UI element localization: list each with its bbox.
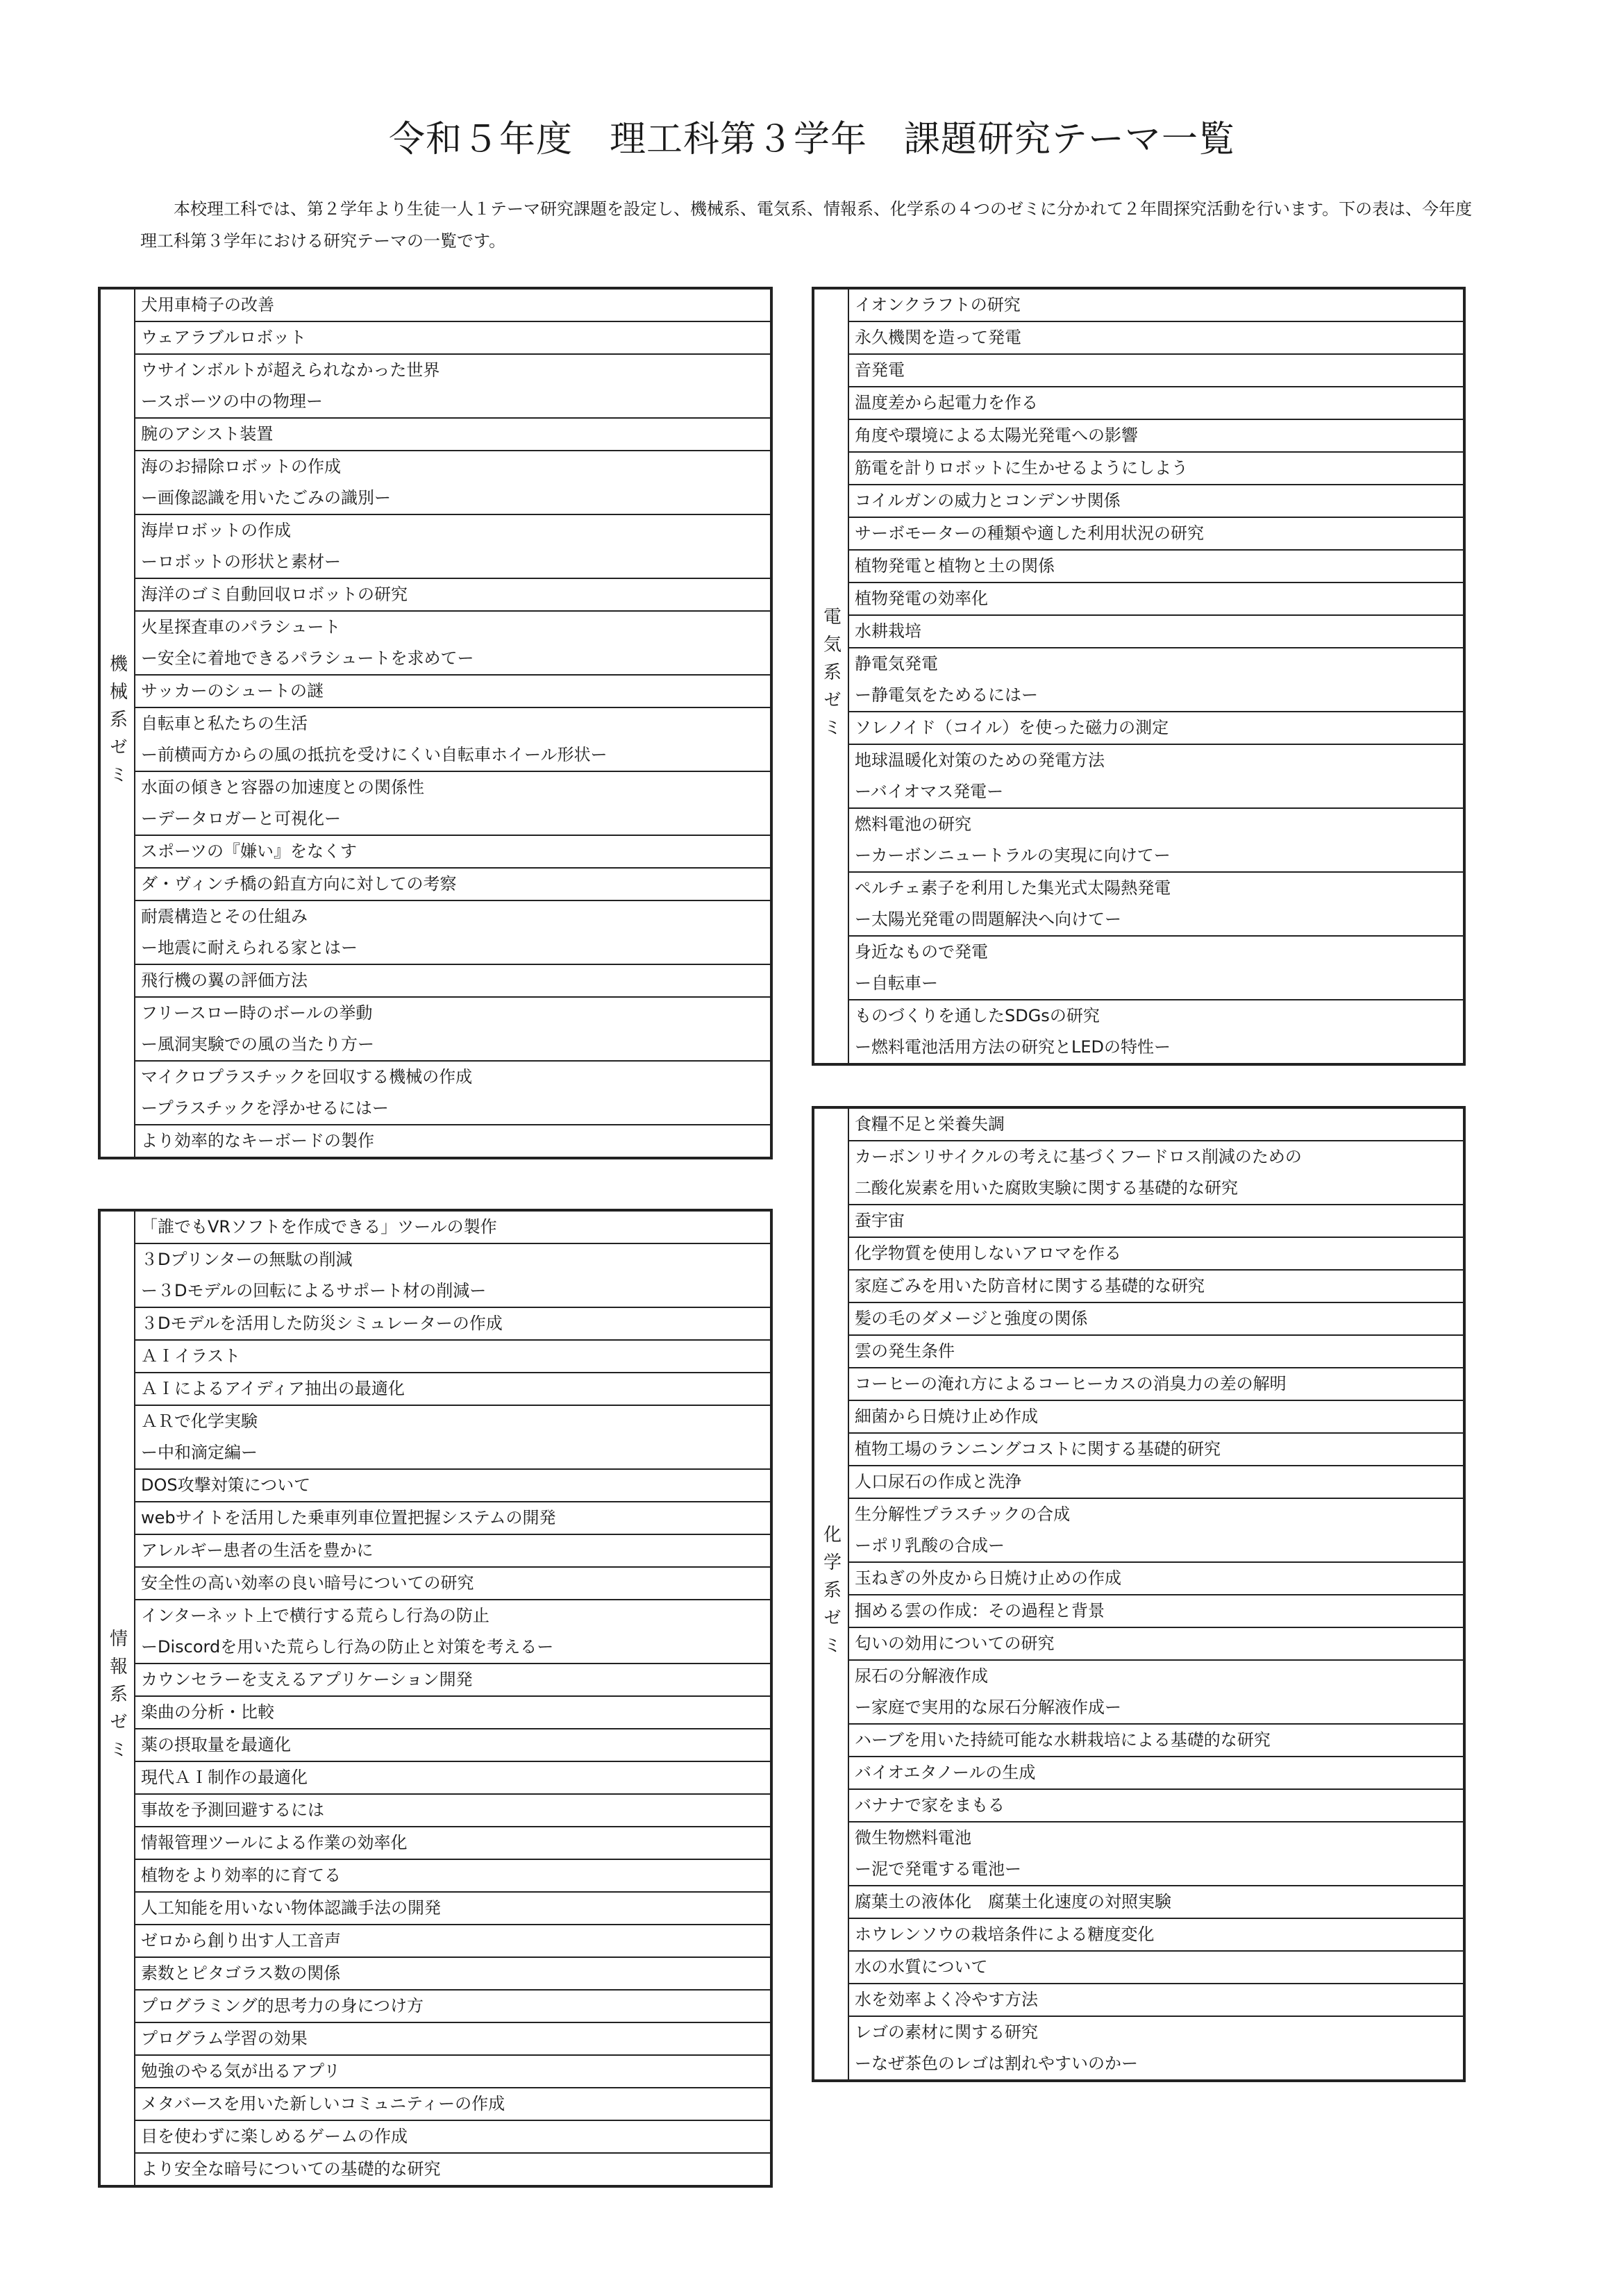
topic-row [849, 1434, 1463, 1466]
seminar-label [101, 290, 135, 1157]
topic-row [849, 518, 1463, 551]
topic-title: ＡＩイラスト [141, 1346, 241, 1366]
topic-row [849, 290, 1463, 322]
topic-row [849, 1466, 1463, 1499]
mechanical-seminar-table [98, 287, 773, 1159]
topic-row [135, 1893, 770, 1925]
topic-row [849, 1141, 1463, 1205]
seminar-label [814, 1109, 849, 2079]
topic-list [849, 290, 1463, 1063]
topic-row [849, 873, 1463, 937]
topic-row [849, 1822, 1463, 1886]
topic-title: コーヒーの淹れ方によるコーヒーカスの消臭力の差の解明 [855, 1374, 1287, 1393]
topic-title: 化学物質を使用しないアロマを作る [855, 1243, 1121, 1263]
topic-subtitle: ー中和滴定編ー [141, 1443, 258, 1462]
topic-row [135, 772, 770, 836]
topic-title: ハーブを用いた持続可能な水耕栽培による基礎的な研究 [855, 1730, 1271, 1750]
topic-row [849, 1271, 1463, 1303]
topic-title: 素数とピタゴラス数の関係 [141, 1963, 341, 1983]
topic-subtitle: ー安全に着地できるパラシュートを求めてー [141, 648, 474, 668]
topic-title: 蚕宇宙 [855, 1211, 905, 1230]
topic-row [135, 1470, 770, 1502]
topic-row [849, 1563, 1463, 1595]
topic-title: 身近なもので発電 [855, 942, 988, 962]
topic-row [135, 1827, 770, 1860]
topic-row [135, 1697, 770, 1729]
topic-title: カウンセラーを支えるアプリケーション開発 [141, 1670, 473, 1689]
topic-title: 燃料電池の研究 [855, 814, 971, 834]
topic-title: インターネット上で横行する荒らし行為の防止 [141, 1606, 489, 1625]
topic-row [135, 2023, 770, 2056]
topic-subtitle: ーバイオマス発電ー [855, 782, 1004, 801]
topic-title: ウサインボルトが超えられなかった世界 [141, 360, 440, 380]
topic-subtitle: ー３Dモデルの回転によるサポート材の削減ー [141, 1281, 487, 1300]
topic-row [135, 965, 770, 998]
topic-row [135, 869, 770, 901]
topic-title: 情報管理ツールによる作業の効率化 [141, 1833, 408, 1852]
topic-title: マイクロプラスチックを回収する機械の作成 [141, 1067, 473, 1087]
topic-row [135, 1729, 770, 1762]
topic-title: 火星探査車のパラシュート [141, 617, 341, 637]
topic-title: 永久機関を造って発電 [855, 328, 1021, 347]
topic-subtitle: ー風洞実験での風の当たり方ー [141, 1034, 374, 1054]
topic-title: 自転車と私たちの生活 [141, 714, 308, 733]
topic-subtitle: ー画像認識を用いたごみの識別ー [141, 488, 391, 508]
topic-title: 玉ねぎの外皮から日焼け止めの作成 [855, 1568, 1121, 1588]
topic-subtitle: ーカーボンニュートラルの実現に向けてー [855, 846, 1171, 865]
topic-title: 水の水質について [855, 1957, 988, 1977]
topic-subtitle: ーデータロガーと可視化ー [141, 809, 341, 828]
topic-subtitle: ー家庭で実用的な尿石分解液作成ー [855, 1698, 1121, 1717]
topic-title: 水耕栽培 [855, 621, 921, 641]
topic-title: 雲の発生条件 [855, 1341, 955, 1361]
topic-row [849, 1303, 1463, 1336]
topic-row [135, 1212, 770, 1244]
topic-row [135, 2088, 770, 2121]
topic-row [849, 420, 1463, 453]
topic-row [135, 1341, 770, 1373]
electrical-seminar-table [812, 287, 1466, 1066]
topic-title: プログラム学習の効果 [141, 2029, 308, 2048]
topic-title: 耐震構造とその仕組み [141, 907, 308, 926]
topic-subtitle: ー燃料電池活用方法の研究とLEDの特性ー [855, 1037, 1171, 1057]
topic-row [849, 1238, 1463, 1271]
topic-subtitle: ーなぜ茶色のレゴは割れやすいのかー [855, 2054, 1138, 2073]
topic-title: ものづくりを通したSDGsの研究 [855, 1006, 1100, 1025]
topic-row [135, 579, 770, 612]
topic-title: ダ・ヴィンチ橋の鉛直方向に対しての考察 [141, 874, 457, 894]
topic-subtitle: ー地震に耐えられる家とはー [141, 938, 358, 957]
topic-title: 飛行機の翼の評価方法 [141, 971, 308, 990]
topic-title: イオンクラフトの研究 [855, 295, 1021, 315]
topic-row [849, 1109, 1463, 1141]
seminar-label-text: 電気系ゼミ [820, 607, 842, 746]
topic-row [849, 453, 1463, 485]
topic-title: サッカーのシュートの謎 [141, 681, 324, 701]
topic-title: サーボモーターの種類や適した利用状況の研究 [855, 523, 1205, 543]
seminar-label-text: 化学系ゼミ [820, 1525, 842, 1664]
topic-row [135, 419, 770, 451]
topic-title: メタバースを用いた新しいコミュニティーの作成 [141, 2094, 505, 2113]
topic-row [849, 1919, 1463, 1952]
topic-title: カーボンリサイクルの考えに基づくフードロス削減のための [855, 1147, 1302, 1166]
topic-title: ソレノイド（コイル）を使った磁力の測定 [855, 718, 1169, 737]
topic-row [849, 551, 1463, 583]
topic-title: ＡＲで化学実験 [141, 1411, 258, 1431]
topic-title: 事故を予測回避するには [141, 1800, 324, 1820]
topic-title: 温度差から起電力を作る [855, 393, 1038, 412]
topic-title: 植物発電の効率化 [855, 589, 988, 608]
topic-subtitle: ーDiscordを用いた荒らし行為の防止と対策を考えるー [141, 1637, 554, 1657]
topic-title: 水面の傾きと容器の加速度との関係性 [141, 778, 424, 797]
topic-title: ３Dプリンターの無駄の削減 [141, 1250, 353, 1269]
topic-subtitle: ーポリ乳酸の合成ー [855, 1536, 1005, 1555]
topic-row [135, 1958, 770, 1991]
topic-row [135, 2056, 770, 2088]
topic-title: 筋電を計りロボットに生かせるようにしよう [855, 458, 1188, 478]
topic-subtitle: ー太陽光発電の問題解決へ向けてー [855, 910, 1121, 929]
topic-title: 尿石の分解液作成 [855, 1666, 988, 1686]
topic-row [135, 901, 770, 965]
topic-row [135, 1062, 770, 1125]
topic-row [849, 809, 1463, 873]
topic-row [849, 1886, 1463, 1919]
topic-title: webサイトを活用した乗車列車位置把握システムの開発 [141, 1508, 556, 1527]
topic-title: ゼロから創り出す人工音声 [141, 1931, 341, 1950]
topic-row [135, 2154, 770, 2185]
topic-title: スポーツの『嫌い』をなくす [141, 841, 358, 861]
seminar-label-text: 情報系ゼミ [106, 1629, 128, 1768]
topic-row [849, 1984, 1463, 2017]
topic-subtitle: ー泥で発電する電池ー [855, 1859, 1021, 1879]
topic-row [849, 355, 1463, 387]
topic-title: 植物をより効率的に育てる [141, 1866, 341, 1885]
topic-title: 楽曲の分析・比較 [141, 1702, 274, 1722]
topic-subtitle: ーロボットの形状と素材ー [141, 552, 341, 571]
topic-title: 人口尿石の作成と洗浄 [855, 1472, 1021, 1491]
topic-title: 海のお掃除ロボットの作成 [141, 457, 341, 476]
topic-title: フリースロー時のボールの挙動 [141, 1003, 373, 1023]
topic-title: 目を使わずに楽しめるゲームの作成 [141, 2127, 408, 2146]
topic-row [849, 583, 1463, 616]
topic-row [849, 1725, 1463, 1757]
topic-title: 薬の摂取量を最適化 [141, 1735, 291, 1754]
topic-row [849, 1368, 1463, 1401]
topic-row [135, 998, 770, 1062]
information-seminar-table [98, 1209, 773, 2188]
topic-title: 微生物燃料電池 [855, 1828, 971, 1847]
topic-row [849, 1499, 1463, 1563]
topic-row [849, 1952, 1463, 1984]
topic-row [135, 451, 770, 515]
topic-row [849, 1628, 1463, 1661]
topic-title: 細菌から日焼け止め作成 [855, 1407, 1038, 1426]
topic-title: 髪の毛のダメージと強度の関係 [855, 1309, 1088, 1328]
topic-title: 勉強のやる気が出るアプリ [141, 2061, 341, 2081]
topic-row [135, 836, 770, 869]
topic-row [135, 1600, 770, 1664]
topic-title: 植物工場のランニングコストに関する基礎的研究 [855, 1439, 1221, 1459]
topic-row [135, 1502, 770, 1535]
topic-title: 生分解性プラスチックの合成 [855, 1505, 1071, 1524]
topic-title: ホウレンソウの栽培条件による糖度変化 [855, 1925, 1155, 1944]
topic-row [135, 322, 770, 355]
topic-title: アレルギー患者の生活を豊かに [141, 1541, 374, 1560]
topic-title: 植物発電と植物と土の関係 [855, 556, 1055, 576]
topic-row [135, 1925, 770, 1958]
topic-row [849, 616, 1463, 648]
seminar-label-text: 機械系ゼミ [106, 653, 128, 793]
topic-subtitle: ースポーツの中の物理ー [141, 392, 323, 411]
topic-row [135, 290, 770, 322]
topic-row [135, 1125, 770, 1157]
topic-title: 角度や環境による太陽光発電への影響 [855, 426, 1138, 445]
topic-row [135, 1535, 770, 1568]
page-title: 令和５年度 理工科第３学年 課題研究テーマ一覧 [388, 119, 1235, 160]
topic-title: 人工知能を用いない物体認識手法の開発 [141, 1898, 441, 1918]
topic-subtitle: ー自転車ー [855, 973, 938, 993]
topic-title: 家庭ごみを用いた防音材に関する基礎的な研究 [855, 1276, 1205, 1296]
topic-subtitle: 二酸化炭素を用いた腐敗実験に関する基礎的な研究 [855, 1178, 1238, 1198]
topic-title: ＡＩによるアイディア抽出の最適化 [141, 1379, 405, 1398]
topic-title: 安全性の高い効率の良い暗号についての研究 [141, 1573, 474, 1593]
topic-title: 「誰でもVRソフトを作成できる」ツールの製作 [141, 1217, 497, 1237]
topic-title: プログラミング的思考力の身につけ方 [141, 1996, 424, 2016]
topic-row [849, 387, 1463, 420]
topic-row [135, 1991, 770, 2023]
topic-title: 水を効率よく冷やす方法 [855, 1990, 1038, 2009]
topic-title: 犬用車椅子の改善 [141, 295, 274, 315]
topic-title: コイルガンの威力とコンデンサ関係 [855, 491, 1121, 510]
topic-row [135, 708, 770, 772]
topic-title: レゴの素材に関する研究 [855, 2022, 1038, 2042]
topic-row [135, 1406, 770, 1470]
topic-row [849, 485, 1463, 518]
topic-list [135, 290, 770, 1157]
topic-subtitle: ー静電気をためるにはー [855, 685, 1038, 705]
topic-row [849, 1757, 1463, 1790]
topic-subtitle: ー前横両方からの風の抵抗を受けにくい自転車ホイール形状ー [141, 745, 608, 764]
topic-row [849, 648, 1463, 712]
topic-title: バイオエタノールの生成 [855, 1763, 1036, 1782]
topic-title: 腐葉土の液体化 腐葉土化速度の対照実験 [855, 1892, 1171, 1911]
topic-row [849, 1790, 1463, 1822]
topic-subtitle: ープラスチックを浮かせるにはー [141, 1098, 389, 1118]
chemical-seminar-table [812, 1106, 1466, 2082]
topic-row [849, 1595, 1463, 1628]
topic-title: 腕のアシスト装置 [141, 424, 274, 444]
topic-title: より効率的なキーボードの製作 [141, 1131, 374, 1150]
topic-row [849, 322, 1463, 355]
topic-row [849, 712, 1463, 745]
topic-row [849, 1401, 1463, 1434]
topic-title: 海洋のゴミ自動回収ロボットの研究 [141, 585, 408, 604]
topic-row [849, 2017, 1463, 2079]
topic-title: DOS攻撃対策について [141, 1475, 311, 1495]
topic-title: 静電気発電 [855, 654, 938, 673]
topic-list [849, 1109, 1463, 2079]
topic-row [135, 612, 770, 676]
topic-title: ウェアラブルロボット [141, 328, 307, 347]
topic-title: 地球温暖化対策のための発電方法 [855, 751, 1105, 770]
topic-title: バナナで家をまもる [855, 1795, 1005, 1815]
topic-row [135, 676, 770, 708]
topic-row [849, 1205, 1463, 1238]
topic-title: より安全な暗号についての基礎的な研究 [141, 2159, 441, 2179]
topic-title: 食糧不足と栄養失調 [855, 1114, 1005, 1134]
topic-row [135, 1860, 770, 1893]
topic-title: ３Dモデルを活用した防災シミュレーターの作成 [141, 1314, 503, 1333]
topic-row [849, 937, 1463, 1000]
topic-title: 匂いの効用についての研究 [855, 1634, 1055, 1653]
seminar-label [101, 1212, 135, 2185]
topic-row [849, 1661, 1463, 1725]
topic-row [135, 1308, 770, 1341]
topic-row [135, 1244, 770, 1308]
topic-row [849, 745, 1463, 809]
topic-title: 現代ＡＩ制作の最適化 [141, 1768, 308, 1787]
topic-row [135, 1568, 770, 1600]
topic-title: 掴める雲の作成：その過程と背景 [855, 1601, 1105, 1620]
topic-list [135, 1212, 770, 2185]
topic-row [849, 1336, 1463, 1368]
topic-row [135, 1664, 770, 1697]
intro-paragraph: 本校理工科では、第２学年より生徒一人１テーマ研究課題を設定し、機械系、電気系、情報系、化学系の４つのゼミに分かれて２年間探究活動を行います。下の表は、今年度理工科第３学年における研究テーマの一覧です。 [140, 199, 1473, 251]
topic-row [135, 1795, 770, 1827]
topic-title: 音発電 [855, 360, 905, 380]
topic-title: ペルチェ素子を利用した集光式太陽熱発電 [855, 878, 1171, 898]
topic-row [135, 1762, 770, 1795]
topic-row [135, 1373, 770, 1406]
seminar-label [814, 290, 849, 1063]
topic-row [135, 515, 770, 579]
topic-title: 海岸ロボットの作成 [141, 521, 291, 540]
topic-row [135, 2121, 770, 2154]
topic-row [849, 1000, 1463, 1063]
topic-row [135, 355, 770, 419]
